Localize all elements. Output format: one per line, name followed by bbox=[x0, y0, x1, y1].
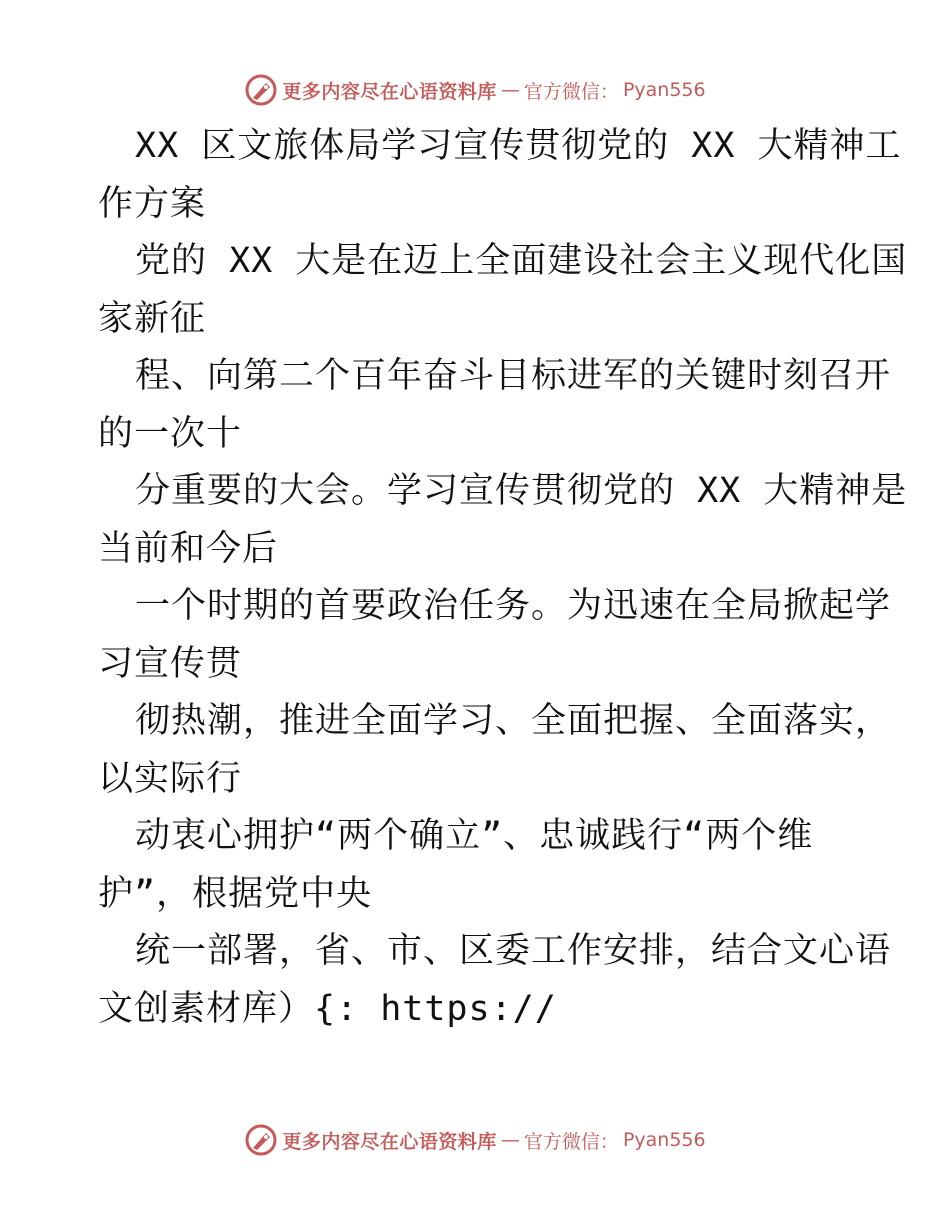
header-banner bbox=[0, 70, 950, 110]
doc-line: 动衷心拥护“两个确立”、忠诚践行“两个维 bbox=[135, 816, 814, 856]
doc-line: 党的 XX 大是在迈上全面建设社会主义现代化国 bbox=[135, 241, 908, 281]
header-site-text: 更多内容尽在心语资料库 bbox=[282, 80, 497, 103]
doc-line: 当前和今后 bbox=[98, 528, 279, 569]
footer-banner bbox=[0, 1120, 950, 1160]
doc-line: 作方案 bbox=[98, 183, 207, 224]
doc-line: 习宣传贯 bbox=[98, 643, 243, 684]
footer-banner-inner bbox=[244, 1123, 705, 1157]
footer-dash: — bbox=[500, 1129, 520, 1151]
pen-nib-logo-icon bbox=[244, 73, 278, 107]
doc-line: 彻热潮，推进全面学习、全面把握、全面落实， bbox=[135, 701, 892, 741]
header-dash: — bbox=[500, 79, 520, 101]
doc-line: 以实际行 bbox=[98, 758, 243, 799]
doc-line: 的一次十 bbox=[98, 413, 243, 454]
doc-line: 统一部署，省、市、区委工作安排，结合文心语 bbox=[135, 931, 892, 971]
doc-line: 一个时期的首要政治任务。为迅速在全局掀起学 bbox=[135, 586, 892, 626]
doc-line: 护”，根据党中央 bbox=[98, 873, 373, 914]
doc-line: 家新征 bbox=[98, 298, 207, 339]
doc-line: 文创素材库）{: https:// bbox=[98, 988, 557, 1029]
doc-line: 程、向第二个百年奋斗目标进军的关键时刻召开 bbox=[135, 356, 892, 396]
footer-wechat-label: 官方微信： bbox=[523, 1130, 619, 1153]
doc-line: 分重要的大会。学习宣传贯彻党的 XX 大精神是 bbox=[135, 471, 908, 511]
doc-line: XX 区文旅体局学习宣传贯彻党的 XX 大精神工 bbox=[135, 126, 902, 166]
header-wechat-id: Pyan556 bbox=[622, 79, 706, 101]
footer-wechat-id: Pyan556 bbox=[622, 1129, 706, 1151]
header-banner-inner bbox=[244, 73, 705, 107]
footer-site-text: 更多内容尽在心语资料库 bbox=[282, 1130, 497, 1153]
header-wechat-label: 官方微信： bbox=[523, 80, 619, 103]
document-body bbox=[98, 118, 908, 1038]
pen-nib-logo-icon bbox=[244, 1123, 278, 1157]
